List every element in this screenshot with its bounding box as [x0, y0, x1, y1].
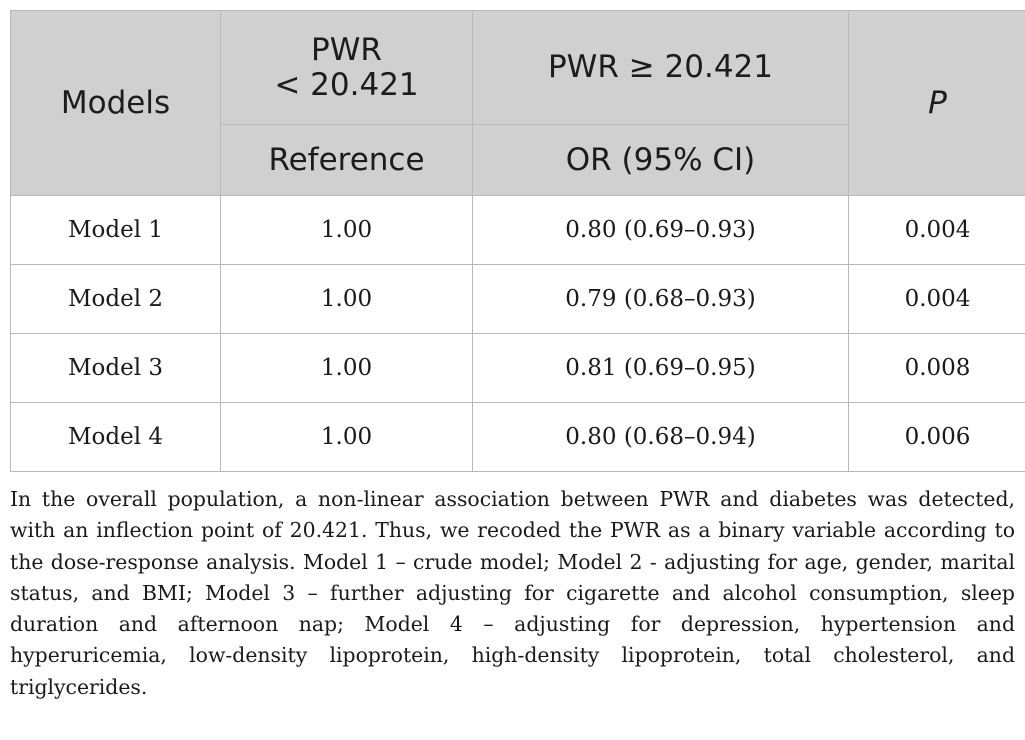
cell-or-ci: 0.80 (0.68–0.94)	[473, 403, 849, 472]
cell-p: 0.006	[849, 403, 1025, 472]
cell-reference: 1.00	[221, 403, 473, 472]
cell-model: Model 1	[11, 196, 221, 265]
table-body	[11, 196, 1025, 472]
cell-reference: 1.00	[221, 196, 473, 265]
cell-p: 0.004	[849, 265, 1025, 334]
cell-reference: 1.00	[221, 334, 473, 403]
table-footnote: In the overall population, a non-linear association between PWR and diabetes was detected, with an inflection point of 20.421. Thus, we recoded the PWR as a binary variable according to the dose-response analysis. Model 1 – crude model; Model 2 - adjusting for age, gender, marital status, and BMI; Model 3 – further adjusting for cigarette and alcohol consumption, sleep duration and afternoon nap; Model 4 – adjusting for depression, hypertension and hyperuricemia, low-density lipoprotein, high-density lipoprotein, total cholesterol, and triglycerides.	[10, 487, 1015, 699]
results-table	[10, 10, 1025, 472]
table-row	[11, 265, 1025, 334]
header-models: Models	[11, 11, 221, 196]
cell-model: Model 2	[11, 265, 221, 334]
cell-or-ci: 0.79 (0.68–0.93)	[473, 265, 849, 334]
header-pwr-low-line2: < 20.421	[274, 66, 419, 103]
table-header	[11, 11, 1025, 196]
header-reference: Reference	[221, 125, 473, 196]
header-p: P	[849, 11, 1025, 196]
header-pwr-high: PWR ≥ 20.421	[473, 11, 849, 125]
cell-reference: 1.00	[221, 265, 473, 334]
header-or-ci: OR (95% CI)	[473, 125, 849, 196]
table-row	[11, 334, 1025, 403]
cell-p: 0.008	[849, 334, 1025, 403]
cell-or-ci: 0.80 (0.69–0.93)	[473, 196, 849, 265]
header-pwr-low	[221, 11, 473, 125]
table-row	[11, 196, 1025, 265]
header-pwr-low-line1: PWR	[311, 31, 382, 68]
table-row	[11, 403, 1025, 472]
cell-p: 0.004	[849, 196, 1025, 265]
cell-model: Model 4	[11, 403, 221, 472]
cell-model: Model 3	[11, 334, 221, 403]
cell-or-ci: 0.81 (0.69–0.95)	[473, 334, 849, 403]
